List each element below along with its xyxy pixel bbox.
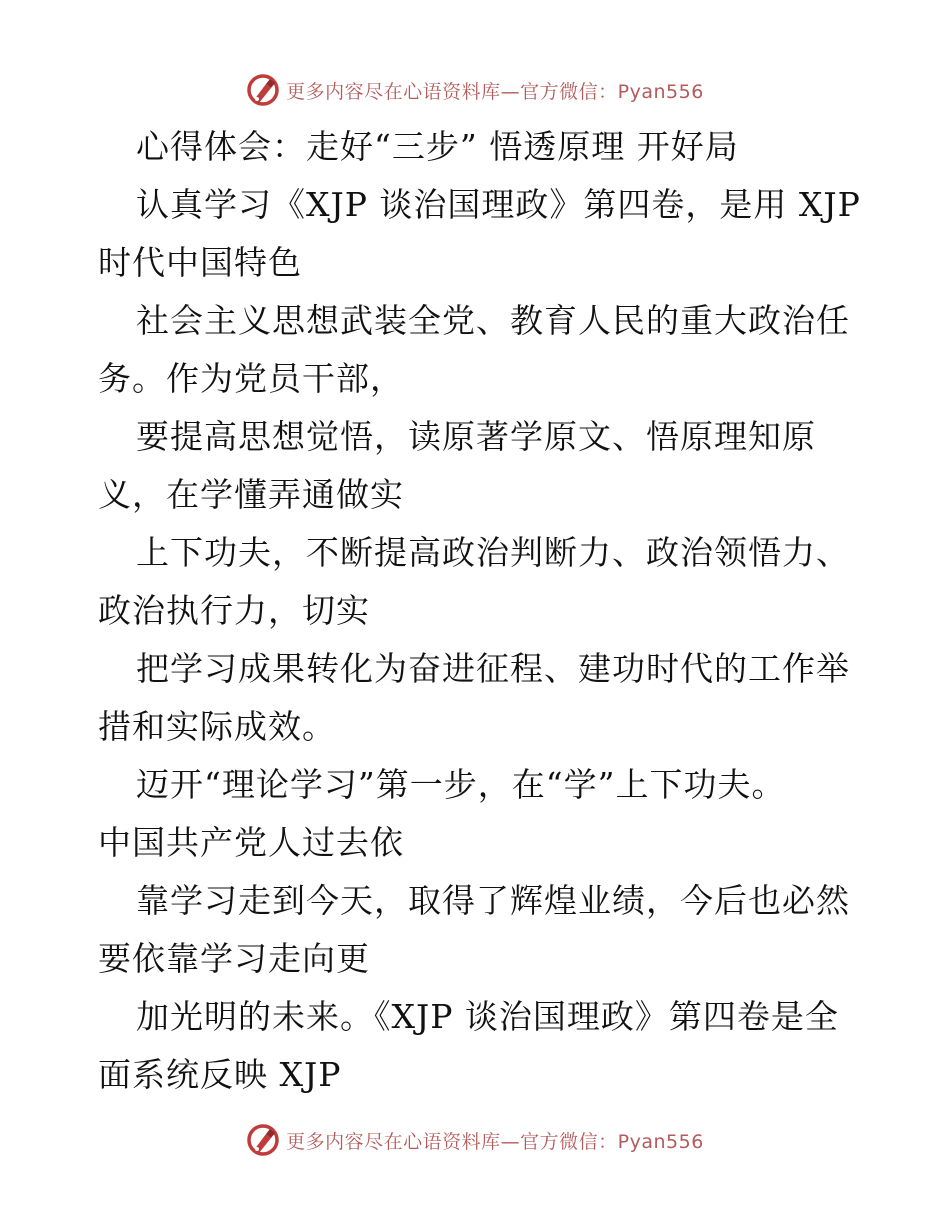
text-line: 靠学习走到今天，取得了辉煌业绩，今后也必然 (136, 881, 850, 920)
footer-banner-text: 更多内容尽在心语资料库—官方微信：Pyan556 (286, 1130, 704, 1153)
pen-logo-icon (246, 1123, 280, 1157)
footer-banner (0, 1122, 950, 1158)
text-line: 认真学习《XJP 谈治国理政》第四卷，是用 XJP (136, 185, 861, 224)
text-line: 加光明的未来。《XJP 谈治国理政》第四卷是全 (136, 997, 839, 1036)
text-line: 要依靠学习走向更 (98, 939, 370, 978)
header-banner-text: 更多内容尽在心语资料库—官方微信：Pyan556 (286, 80, 704, 103)
pen-logo-icon (246, 73, 280, 107)
text-line: 把学习成果转化为奋进征程、建功时代的工作举 (136, 649, 850, 688)
text-line: 面系统反映 XJP (98, 1055, 342, 1094)
text-line: 中国共产党人过去依 (98, 823, 404, 862)
text-line: 上下功夫，不断提高政治判断力、政治领悟力、 (136, 533, 850, 572)
text-line: 要提高思想觉悟，读原著学原文、悟原理知原 (136, 417, 816, 456)
text-line: 政治执行力，切实 (98, 591, 370, 630)
text-line: 迈开“理论学习”第一步，在“学”上下功夫。 (136, 765, 786, 804)
document-body (98, 118, 861, 1104)
text-line: 措和实际成效。 (98, 707, 336, 746)
document-title: 心得体会：走好“三步” 悟透原理 开好局 (136, 127, 739, 166)
text-line: 义，在学懂弄通做实 (98, 475, 404, 514)
text-line: 时代中国特色 (98, 243, 302, 282)
text-line: 务。作为党员干部， (98, 359, 404, 398)
text-line: 社会主义思想武装全党、教育人民的重大政治任 (136, 301, 850, 340)
header-banner (0, 72, 950, 108)
